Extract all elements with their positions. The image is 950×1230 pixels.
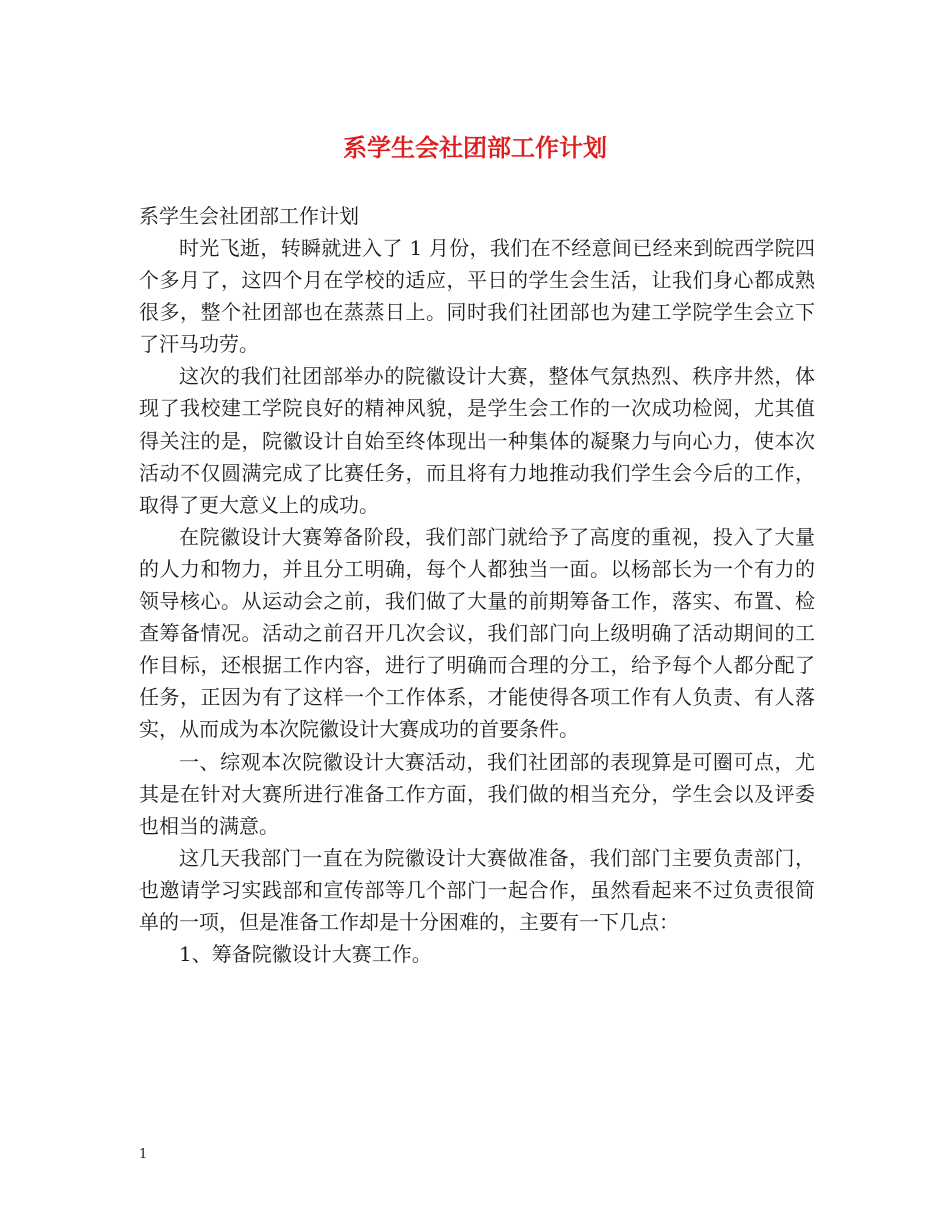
paragraph-3: 在院徽设计大赛筹备阶段，我们部门就给予了高度的重视，投入了大量的人力和物力，并且分工明确，每个人都独当一面。以杨部长为一个有力的领导核心。从运动会之前，我们做了大量的前期筹备工作，落实、布置、检查筹备情况。活动之前召开几次会议，我们部门向上级明确了活动期间的工作目标，还根据工作内容，进行了明确而合理的分工，给予每个人都分配了任务，正因为有了这样一个工作体系，才能使得各项工作有人负责、有人落实，从而成为本次院徽设计大赛成功的首要条件。	[139, 524, 815, 742]
document-body	[139, 200, 815, 970]
paragraph-4: 一、综观本次院徽设计大赛活动，我们社团部的表现算是可圈可点，尤其是在针对大赛所进行准备工作方面，我们做的相当充分，学生会以及评委也相当的满意。	[139, 749, 815, 838]
document-subtitle: 系学生会社团部工作计划	[139, 204, 359, 228]
paragraph-1: 时光飞逝，转瞬就进入了 1 月份，我们在不经意间已经来到皖西学院四个多月了，这四个月在学校的适应，平日的学生会生活，让我们身心都成熟很多，整个社团部也在蒸蒸日上。同时我们社团部也为建工学院学生会立下了汗马功劳。	[139, 236, 815, 357]
paragraph-2: 这次的我们社团部举办的院徽设计大赛，整体气氛热烈、秩序井然，体现了我校建工学院良好的精神风貌，是学生会工作的一次成功检阅，尤其值得关注的是，院徽设计自始至终体现出一种集体的凝聚力与向心力，使本次活动不仅圆满完成了比赛任务，而且将有力地推动我们学生会今后的工作，取得了更大意义上的成功。	[139, 364, 815, 517]
document-title: 系学生会社团部工作计划	[343, 133, 607, 162]
paragraph-6: 1、筹备院徽设计大赛工作。	[179, 942, 432, 967]
paragraph-5: 这几天我部门一直在为院徽设计大赛做准备，我们部门主要负责部门，也邀请学习实践部和宣传部等几个部门一起合作，虽然看起来不过负责很简单的一项，但是准备工作却是十分困难的，主要有一下几点：	[139, 845, 815, 934]
page-number: 1	[139, 1147, 148, 1162]
